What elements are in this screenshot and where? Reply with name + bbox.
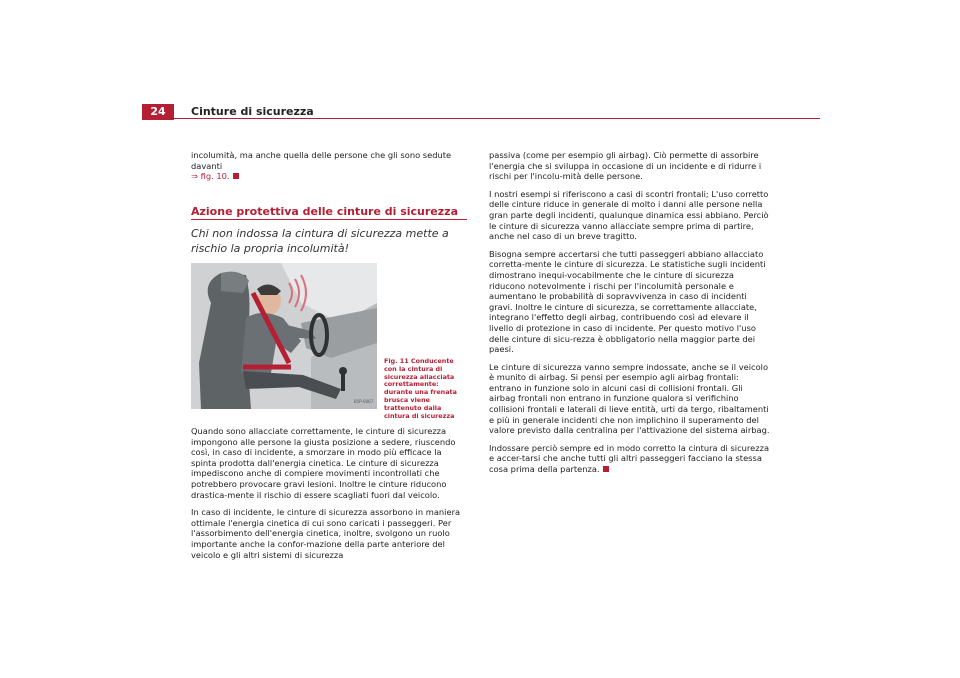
figure-illustration-driver-seatbelt xyxy=(191,263,377,409)
intro-block xyxy=(191,150,467,189)
body-paragraph: Quando sono allacciate correttamente, le cinture di sicurezza impongono alle persone la giusta posizione a sedere, riuscendo così, in caso di incidente, a smorzare in modo più efficace la spinta prodotta dall'energia cinetica. Le cinture di sicurezza impediscono anche di compiere movimenti incontrollati che potrebbero provocare gravi lesioni. Inoltre le cinture riducono drastica-mente il rischio di essere scagliati fuori dal veicolo. xyxy=(191,426,456,500)
body-paragraph: passiva (come per esempio gli airbag). Ciò permette di assorbire l'energia che si sviluppa in occasione di un incidente e di ridurre i rischi per l'incolu-mità delle persone. xyxy=(489,150,762,182)
body-paragraph: Indossare perciò sempre ed in modo corretto la cintura di sicurezza e accer-tarsi che anche tutti gli altri passeggeri facciano la stessa cosa prima della partenza. xyxy=(489,442,770,475)
body-paragraph: Le cinture di sicurezza vanno sempre indossate, anche se il veicolo è munito di airbag. Si pensi per esempio agli airbag frontali: entrano in funzione solo in alcuni casi di collisioni frontali. Gli airbag frontali non entrano in funzione qualora si verifichino collisioni frontali e laterali di lieve entità, urti da tergo, ribaltamenti e più in generale incidenti che non implichino il superamento del valore previsto dalla centralina per l'attivazione del sistema airbag. xyxy=(489,361,770,436)
body-paragraph: In caso di incidente, le cinture di sicurezza assorbono in maniera ottimale l'energia cinetica di cui sono caricati i passeggeri. Per l'assorbimento dell'energia cinetica, inoltre, svolgono un ruolo importante anche la confor-mazione della parte anteriore del veicolo e gli altri sistemi di sicurezza xyxy=(191,507,461,560)
body-paragraph: I nostri esempi si riferiscono a casi di scontri frontali; L'uso corretto delle cinture riduce in generale di molto i danni alle persone nella gran parte degli incidenti, qualunque dinamica essi abbiano. Perciò le cinture di sicurezza vanno allacciate sempre prima di partire, anche nel caso di un breve tragitto. xyxy=(489,188,769,242)
running-title: Cinture di sicurezza xyxy=(191,105,314,118)
driver-illustration xyxy=(191,263,377,409)
right-column-body xyxy=(489,150,771,482)
intro-paragraph: incolumità, ma anche quella delle persone che gli sono sedute davanti ⇒ fig. 10. xyxy=(191,150,452,182)
figure-reference-link[interactable]: fig. 10 xyxy=(200,171,227,182)
left-column-body xyxy=(191,426,467,567)
figure-caption: Fig. 11 Conducente con la cintura di sicurezza allacciata correttamente: durante una frenata brusca viene trattenuto dalla cintura di sicurezza xyxy=(384,357,457,420)
header-rule xyxy=(174,118,820,119)
section-subtitle: Chi non indossa la cintura di sicurezza mette a rischio la propria incolumità! xyxy=(191,227,449,255)
end-of-section-mark xyxy=(233,173,239,179)
body-paragraph: Bisogna sempre accertarsi che tutti passeggeri abbiano allacciato corretta-mente le cinture di sicurezza. Le statistiche sugli incidenti dimostrano inequi-vocabilmente che le cinture di sicurezza riducono notevolmente i rischi per l'incolumità personale e aumentano le probabilità di sopravvivenza in caso di incidenti gravi. Inoltre le cinture di sicurezza, se correttamente allacciate, integrano l'effetto degli airbag, contribuendo così ad elevare il livello di protezione in caso di incidente. Per questo motivo l'uso delle cinture di sicu-rezza è obbligatorio nella maggior parte dei paesi. xyxy=(489,248,766,355)
section-rule xyxy=(191,219,467,220)
section-title: Azione protettiva delle cinture di sicurezza xyxy=(191,205,458,218)
page-number: 24 xyxy=(142,104,174,120)
figure-reference-arrow: ⇒ xyxy=(191,171,198,182)
figure-code: B5P-0067 xyxy=(354,399,374,404)
end-of-section-mark xyxy=(603,466,609,472)
